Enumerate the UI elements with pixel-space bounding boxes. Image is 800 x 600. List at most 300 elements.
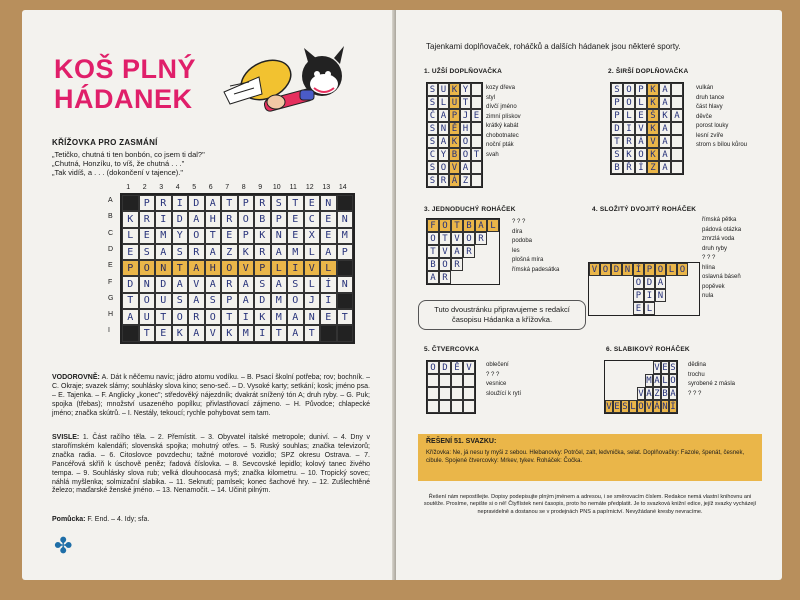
puzzle-cell[interactable]: D [644, 276, 655, 289]
puzzle-cell[interactable]: A [438, 109, 449, 122]
puzzle-cell[interactable]: S [611, 83, 623, 96]
puzzle-cell[interactable]: E [635, 109, 647, 122]
puzzle-cell[interactable]: Y [438, 148, 449, 161]
crossword-cell[interactable]: S [254, 276, 271, 292]
crossword-cell[interactable]: N [337, 276, 354, 292]
puzzle-cell[interactable]: D [611, 122, 623, 135]
puzzle-cell[interactable]: B [611, 161, 623, 174]
puzzle-cell[interactable]: Y [460, 83, 471, 96]
puzzle-cell[interactable]: O [623, 96, 635, 109]
crossword-cell[interactable]: R [254, 244, 271, 260]
crossword-cell[interactable]: A [271, 276, 288, 292]
puzzle-cell[interactable]: T [427, 245, 439, 258]
puzzle-cell[interactable]: A [671, 109, 683, 122]
puzzle-cell[interactable] [463, 400, 475, 413]
puzzle-cell[interactable] [671, 161, 683, 174]
crossword-cell[interactable]: L [304, 244, 321, 260]
puzzle-cell[interactable]: F [427, 219, 439, 232]
puzzle-cell[interactable]: S [427, 122, 438, 135]
crossword-cell[interactable]: E [320, 211, 337, 227]
crossword-cell[interactable]: P [238, 228, 255, 244]
puzzle-cell[interactable] [471, 161, 482, 174]
crossword-cell[interactable]: V [205, 325, 222, 341]
puzzle-3-grid [426, 218, 500, 285]
magazine-spread [22, 10, 782, 580]
crossword-cell[interactable] [337, 293, 354, 309]
puzzle-cell[interactable]: P [633, 289, 644, 302]
puzzle-cell[interactable]: P [611, 96, 623, 109]
crossword-cell[interactable]: A [320, 244, 337, 260]
puzzle-cell[interactable]: R [475, 232, 487, 245]
crossword-cell[interactable]: T [139, 325, 156, 341]
puzzle-cell[interactable]: Í [633, 263, 644, 276]
crossword-cell[interactable]: Í [320, 276, 337, 292]
puzzle-cell[interactable]: P [644, 263, 655, 276]
puzzle-cell[interactable]: D [611, 263, 622, 276]
crossword-cell[interactable]: A [287, 309, 304, 325]
puzzle-cell[interactable]: E [471, 109, 482, 122]
puzzle-cell[interactable]: O [600, 263, 611, 276]
puzzle-cell[interactable]: L [662, 375, 668, 386]
puzzle-cell[interactable]: V [451, 232, 463, 245]
puzzle-cell[interactable] [463, 387, 475, 400]
puzzle-cell[interactable]: Č [427, 109, 438, 122]
crossword-cell[interactable]: A [287, 325, 304, 341]
crossword-cell[interactable]: E [139, 228, 156, 244]
puzzle-cell[interactable]: S [611, 148, 623, 161]
crossword-cell[interactable]: D [188, 195, 205, 211]
puzzle-cell[interactable]: L [623, 109, 635, 122]
crossword-cell[interactable]: D [155, 276, 172, 292]
crossword-cell[interactable]: D [254, 293, 271, 309]
clue-item: vesnice [486, 381, 507, 387]
clue-item: římská padesátka [512, 266, 560, 273]
crossword-cell[interactable]: R [139, 211, 156, 227]
puzzle-cell[interactable]: J [460, 109, 471, 122]
puzzle-cell[interactable]: I [623, 122, 635, 135]
puzzle-6-clues [688, 361, 735, 399]
crossword-cell[interactable]: T [304, 325, 321, 341]
puzzle-cell[interactable]: O [638, 401, 644, 412]
puzzle-cell[interactable]: C [427, 148, 438, 161]
puzzle-cell[interactable] [671, 122, 683, 135]
crossword-cell[interactable]: L [304, 276, 321, 292]
puzzle-cell[interactable]: O [677, 263, 688, 276]
crossword-cell[interactable]: E [304, 195, 321, 211]
puzzle-cell[interactable]: A [659, 161, 671, 174]
crossword-cell[interactable]: R [254, 195, 271, 211]
crossword-cell[interactable]: M [337, 228, 354, 244]
crossword-cell[interactable]: P [254, 260, 271, 276]
crossword-cell[interactable]: N [337, 211, 354, 227]
puzzle-cell[interactable]: O [655, 263, 666, 276]
puzzle-cell[interactable]: A [646, 388, 652, 399]
crossword-cell[interactable]: A [205, 276, 222, 292]
clue-item: římská pětka [702, 217, 737, 223]
puzzle-cell[interactable]: L [635, 96, 647, 109]
crossword-cell[interactable] [122, 195, 139, 211]
crossword-cell[interactable]: K [172, 325, 189, 341]
puzzle-cell[interactable]: U [438, 83, 449, 96]
column-number: 2 [142, 184, 147, 191]
clue-item: druh tance [696, 94, 725, 101]
puzzle-cell[interactable]: O [460, 135, 471, 148]
puzzle-cell[interactable] [471, 122, 482, 135]
clue-item: lesní zvíře [696, 132, 724, 139]
crossword-cell[interactable]: O [221, 260, 238, 276]
crossword-cell[interactable]: S [172, 293, 189, 309]
puzzle-cell[interactable]: E [633, 302, 644, 315]
puzzle-cell[interactable]: S [427, 174, 438, 187]
crossword-cell[interactable]: V [188, 276, 205, 292]
puzzle-cell[interactable]: R [438, 174, 449, 187]
puzzle-cell[interactable]: T [439, 232, 451, 245]
crossword-cell[interactable]: L [122, 228, 139, 244]
puzzle-cell[interactable]: S [427, 96, 438, 109]
crossword-cell[interactable]: R [188, 309, 205, 325]
crossword-cell[interactable]: M [287, 244, 304, 260]
puzzle-cell[interactable]: T [451, 219, 463, 232]
puzzle-cell[interactable] [451, 387, 463, 400]
crossword-cell[interactable]: T [221, 195, 238, 211]
puzzle-cell[interactable]: A [475, 219, 487, 232]
crossword-cell[interactable]: A [122, 309, 139, 325]
puzzle-cell[interactable]: A [659, 135, 671, 148]
puzzle-cell[interactable] [439, 400, 451, 413]
puzzle-cell[interactable]: O [439, 258, 451, 271]
crossword-cell[interactable]: T [122, 293, 139, 309]
crossword-cell[interactable]: N [155, 260, 172, 276]
puzzle-cell[interactable]: K [449, 83, 460, 96]
puzzle-cell[interactable]: S [427, 135, 438, 148]
crossword-cell[interactable]: Y [172, 228, 189, 244]
crossword-cell[interactable]: K [254, 228, 271, 244]
crossword-cell[interactable] [337, 325, 354, 341]
puzzle-cell[interactable]: K [647, 96, 659, 109]
crossword-cell[interactable]: M [155, 228, 172, 244]
puzzle-cell[interactable]: B [427, 258, 439, 271]
crossword-cell[interactable]: E [287, 211, 304, 227]
crossword-cell[interactable]: E [320, 309, 337, 325]
puzzle-cell[interactable]: T [611, 135, 623, 148]
crossword-cell[interactable]: U [139, 309, 156, 325]
crossword-cell[interactable]: A [205, 244, 222, 260]
puzzle-cell[interactable]: O [633, 276, 644, 289]
puzzle-cell[interactable]: Á [449, 174, 460, 187]
puzzle-cell[interactable] [463, 374, 475, 387]
crossword-cell[interactable]: S [172, 244, 189, 260]
crossword-cell[interactable]: T [172, 260, 189, 276]
crossword-cell[interactable]: M [271, 293, 288, 309]
crossword-cell[interactable]: E [320, 228, 337, 244]
puzzle-cell[interactable]: V [647, 135, 659, 148]
puzzle-3-clues [512, 218, 559, 275]
puzzle-cell[interactable]: O [427, 232, 439, 245]
crossword-cell[interactable]: K [238, 244, 255, 260]
crossword-cell[interactable]: S [271, 195, 288, 211]
crossword-cell[interactable]: H [205, 260, 222, 276]
puzzle-cell[interactable]: E [614, 401, 620, 412]
crossword-cell[interactable]: K [221, 325, 238, 341]
crossword-cell[interactable]: E [122, 244, 139, 260]
puzzle-cell[interactable]: V [589, 263, 600, 276]
puzzle-cell[interactable]: V [606, 401, 612, 412]
puzzle-cell[interactable]: D [439, 361, 451, 374]
crossword-cell[interactable]: A [271, 244, 288, 260]
puzzle-cell[interactable] [471, 96, 482, 109]
puzzle-cell[interactable]: M [646, 375, 652, 386]
crossword-cell[interactable]: T [271, 325, 288, 341]
crossword-cell[interactable]: A [205, 195, 222, 211]
puzzle-cell[interactable]: A [670, 388, 676, 399]
crossword-cell[interactable]: I [238, 309, 255, 325]
crossword-cell[interactable]: N [139, 276, 156, 292]
puzzle-cell[interactable]: B [463, 219, 475, 232]
crossword-cell[interactable]: R [221, 276, 238, 292]
crossword-cell[interactable]: S [139, 244, 156, 260]
puzzle-cell[interactable] [439, 387, 451, 400]
puzzle-cell[interactable]: K [449, 135, 460, 148]
crossword-cell[interactable]: A [238, 293, 255, 309]
puzzle-cell[interactable]: T [471, 148, 482, 161]
crossword-cell[interactable]: J [304, 293, 321, 309]
crossword-cell[interactable]: E [287, 228, 304, 244]
puzzle-cell[interactable]: S [622, 401, 628, 412]
row-letter: G [108, 294, 114, 302]
puzzle-cell[interactable]: R [463, 245, 475, 258]
crossword-cell[interactable]: L [320, 260, 337, 276]
crossword-cell[interactable]: V [304, 260, 321, 276]
puzzle-cell[interactable]: L [438, 96, 449, 109]
puzzle-cell[interactable]: A [427, 271, 439, 284]
crossword-cell[interactable]: D [122, 276, 139, 292]
crossword-cell[interactable]: H [205, 211, 222, 227]
crossword-cell[interactable]: K [254, 309, 271, 325]
puzzle-cell[interactable]: K [623, 148, 635, 161]
puzzle-cell[interactable]: N [662, 401, 668, 412]
puzzle-cell[interactable]: A [659, 122, 671, 135]
crossword-cell[interactable]: A [172, 276, 189, 292]
crossword-cell[interactable]: N [271, 228, 288, 244]
crossword-cell[interactable]: D [172, 211, 189, 227]
puzzle-cell[interactable]: A [654, 375, 660, 386]
crossword-cell[interactable]: T [155, 309, 172, 325]
puzzle-cell[interactable] [427, 387, 439, 400]
puzzle-cell[interactable]: P [449, 109, 460, 122]
crossword-cell[interactable]: O [139, 293, 156, 309]
puzzle-cell[interactable] [471, 135, 482, 148]
puzzle-cell[interactable]: V [439, 245, 451, 258]
puzzle-cell[interactable]: T [460, 96, 471, 109]
puzzle-cell[interactable]: K [647, 148, 659, 161]
puzzle-cell[interactable]: A [659, 148, 671, 161]
puzzle-cell[interactable]: R [439, 271, 451, 284]
puzzle-cell[interactable]: A [659, 96, 671, 109]
puzzle-4-title: 4. SLOŽITÝ DVOJITÝ ROHÁČEK [592, 206, 697, 213]
puzzle-cell[interactable]: K [647, 122, 659, 135]
puzzle-cell[interactable]: Á [635, 135, 647, 148]
puzzle-cell[interactable] [427, 400, 439, 413]
crossword-cell[interactable]: V [238, 260, 255, 276]
puzzle-cell[interactable]: E [662, 362, 668, 373]
puzzle-cell[interactable]: L [487, 219, 499, 232]
puzzle-cell[interactable]: Z [460, 174, 471, 187]
puzzle-cell[interactable] [671, 148, 683, 161]
crossword-cell[interactable]: K [122, 211, 139, 227]
puzzle-cell[interactable]: R [623, 135, 635, 148]
crossword-cell[interactable]: R [155, 195, 172, 211]
clue-item: hlína [702, 264, 716, 271]
puzzle-cell[interactable]: L [666, 263, 677, 276]
crossword-cell[interactable]: Z [221, 244, 238, 260]
puzzle-cell[interactable] [671, 83, 683, 96]
puzzle-cell[interactable] [471, 174, 482, 187]
crossword-cell[interactable]: R [188, 244, 205, 260]
puzzle-cell[interactable]: L [630, 401, 636, 412]
crossword-cell[interactable]: M [238, 325, 255, 341]
crossword-cell[interactable]: U [155, 293, 172, 309]
puzzle-cell[interactable]: U [449, 96, 460, 109]
clue-item: krátký kabát [486, 123, 519, 129]
puzzle-cell[interactable]: O [623, 83, 635, 96]
crossword-cell[interactable]: O [188, 228, 205, 244]
crossword-cell[interactable]: P [139, 195, 156, 211]
puzzle-cell[interactable]: O [439, 219, 451, 232]
puzzle-cell[interactable]: A [655, 276, 666, 289]
crossword-cell[interactable]: O [287, 293, 304, 309]
puzzle-cell[interactable]: V [654, 362, 660, 373]
puzzle-cell[interactable]: Z [654, 388, 660, 399]
puzzle-cell[interactable]: Á [654, 401, 660, 412]
puzzle-cell[interactable]: O [438, 161, 449, 174]
crossword-cell[interactable] [320, 325, 337, 341]
puzzle-cell[interactable]: Z [647, 161, 659, 174]
puzzle-cell[interactable]: Ě [451, 361, 463, 374]
puzzle-cell[interactable] [427, 374, 439, 387]
crossword-cell[interactable] [337, 260, 354, 276]
puzzle-cell[interactable]: O [460, 148, 471, 161]
puzzle-cell[interactable]: K [659, 109, 671, 122]
puzzle-cell[interactable]: V [638, 388, 644, 399]
crossword-cell[interactable]: I [155, 211, 172, 227]
puzzle-cell[interactable] [451, 374, 463, 387]
across-text: A. Dát k něčemu navíc; jádro atomu vodíku. – B. Psací školní potřeba; rov; bochník. – C. Okraje; svazek slámy; souhlásky slova kino; seno-seč. – D. Vysoké karty; setkání; kosk; jméno psa. – E. Tajenka. – F. Anglicky „konec"; středověký nájezdník; dvakrát snížený tón A; druh ryby. – G. Puk; spojka (třebas); množství usazeného popílku; přivlastňovací zájmeno. – H. Původce; chlapecké jméno; značka skútrů. – I. Nestály, tekoucí; rychle pohybovat sem tam. [52, 374, 370, 417]
puzzle-cell[interactable]: O [635, 148, 647, 161]
crossword-cell[interactable] [337, 195, 354, 211]
puzzle-cell[interactable]: A [438, 135, 449, 148]
crossword-cell[interactable]: M [271, 309, 288, 325]
crossword-cell[interactable]: A [155, 244, 172, 260]
puzzle-cell[interactable]: O [463, 232, 475, 245]
puzzle-cell[interactable]: Í [635, 161, 647, 174]
puzzle-cell[interactable]: O [670, 375, 676, 386]
crossword-cell[interactable]: E [221, 228, 238, 244]
puzzle-cell[interactable]: B [449, 148, 460, 161]
crossword-cell[interactable]: R [221, 211, 238, 227]
crossword-cell[interactable]: O [172, 309, 189, 325]
crossword-heading: KŘÍŽOVKA PRO ZASMÁNÍ [52, 138, 158, 147]
crossword-cell[interactable]: T [221, 309, 238, 325]
puzzle-cell[interactable]: P [611, 109, 623, 122]
crossword-cell[interactable]: P [238, 195, 255, 211]
crossword-cell[interactable]: A [188, 293, 205, 309]
crossword-cell[interactable] [122, 325, 139, 341]
crossword-cell[interactable]: C [304, 211, 321, 227]
crossword-cell[interactable]: A [238, 276, 255, 292]
crossword-cell[interactable]: I [254, 325, 271, 341]
crossword-cell[interactable]: A [188, 325, 205, 341]
crossword-cell[interactable]: B [254, 211, 271, 227]
puzzle-cell[interactable]: V [463, 361, 475, 374]
puzzle-cell[interactable]: S [427, 83, 438, 96]
puzzle-cell[interactable]: V [449, 161, 460, 174]
puzzle-cell[interactable]: A [451, 245, 463, 258]
puzzle-cell[interactable]: L [644, 302, 655, 315]
puzzle-cell[interactable] [471, 83, 482, 96]
puzzle-cell[interactable]: A [460, 161, 471, 174]
crossword-cell[interactable]: I [287, 260, 304, 276]
puzzle-cell[interactable]: N [655, 289, 666, 302]
puzzle-cell[interactable] [439, 374, 451, 387]
crossword-cell[interactable]: O [139, 260, 156, 276]
crossword-cell[interactable]: N [304, 309, 321, 325]
crossword-cell[interactable]: P [122, 260, 139, 276]
puzzle-cell[interactable] [451, 400, 463, 413]
crossword-cell[interactable]: A [188, 211, 205, 227]
crossword-cell[interactable]: P [221, 293, 238, 309]
puzzle-cell[interactable]: S [427, 161, 438, 174]
puzzle-cell[interactable]: Í [670, 401, 676, 412]
puzzle-cell[interactable]: Š [647, 109, 659, 122]
puzzle-cell[interactable]: V [646, 401, 652, 412]
crossword-cell[interactable]: A [188, 260, 205, 276]
puzzle-cell[interactable]: R [451, 258, 463, 271]
puzzle-cell[interactable]: O [427, 361, 439, 374]
crossword-cell[interactable]: T [205, 228, 222, 244]
crossword-cell[interactable]: S [287, 276, 304, 292]
joke-line: „Tak vidíš, a . . . (dokončení v tajence)." [52, 168, 184, 177]
crossword-cell[interactable]: E [155, 325, 172, 341]
crossword-cell[interactable]: S [205, 293, 222, 309]
puzzle-cell[interactable]: I [644, 289, 655, 302]
crossword-cell[interactable]: P [271, 211, 288, 227]
crossword-cell[interactable]: O [205, 309, 222, 325]
puzzle-cell[interactable]: S [670, 362, 676, 373]
puzzle-cell[interactable]: K [647, 83, 659, 96]
puzzle-cell[interactable]: V [635, 122, 647, 135]
crossword-cell[interactable]: O [238, 211, 255, 227]
row-letter: D [108, 245, 114, 253]
crossword-cell[interactable]: T [337, 309, 354, 325]
puzzle-cell[interactable] [671, 96, 683, 109]
crossword-cell[interactable]: I [320, 293, 337, 309]
crossword-cell[interactable]: I [172, 195, 189, 211]
crossword-cell[interactable]: L [271, 260, 288, 276]
puzzle-cell[interactable] [671, 135, 683, 148]
crossword-cell[interactable]: X [304, 228, 321, 244]
puzzle-cell[interactable]: A [659, 83, 671, 96]
crossword-cell[interactable]: T [287, 195, 304, 211]
crossword-cell[interactable]: N [320, 195, 337, 211]
puzzle-cell[interactable]: B [662, 388, 668, 399]
crossword-cell[interactable]: P [337, 244, 354, 260]
puzzle-cell[interactable]: Ě [449, 122, 460, 135]
puzzle-cell[interactable]: Ř [623, 161, 635, 174]
puzzle-cell[interactable]: N [622, 263, 633, 276]
puzzle-cell[interactable]: N [438, 122, 449, 135]
puzzle-cell[interactable]: P [635, 83, 647, 96]
puzzle-cell[interactable]: H [460, 122, 471, 135]
